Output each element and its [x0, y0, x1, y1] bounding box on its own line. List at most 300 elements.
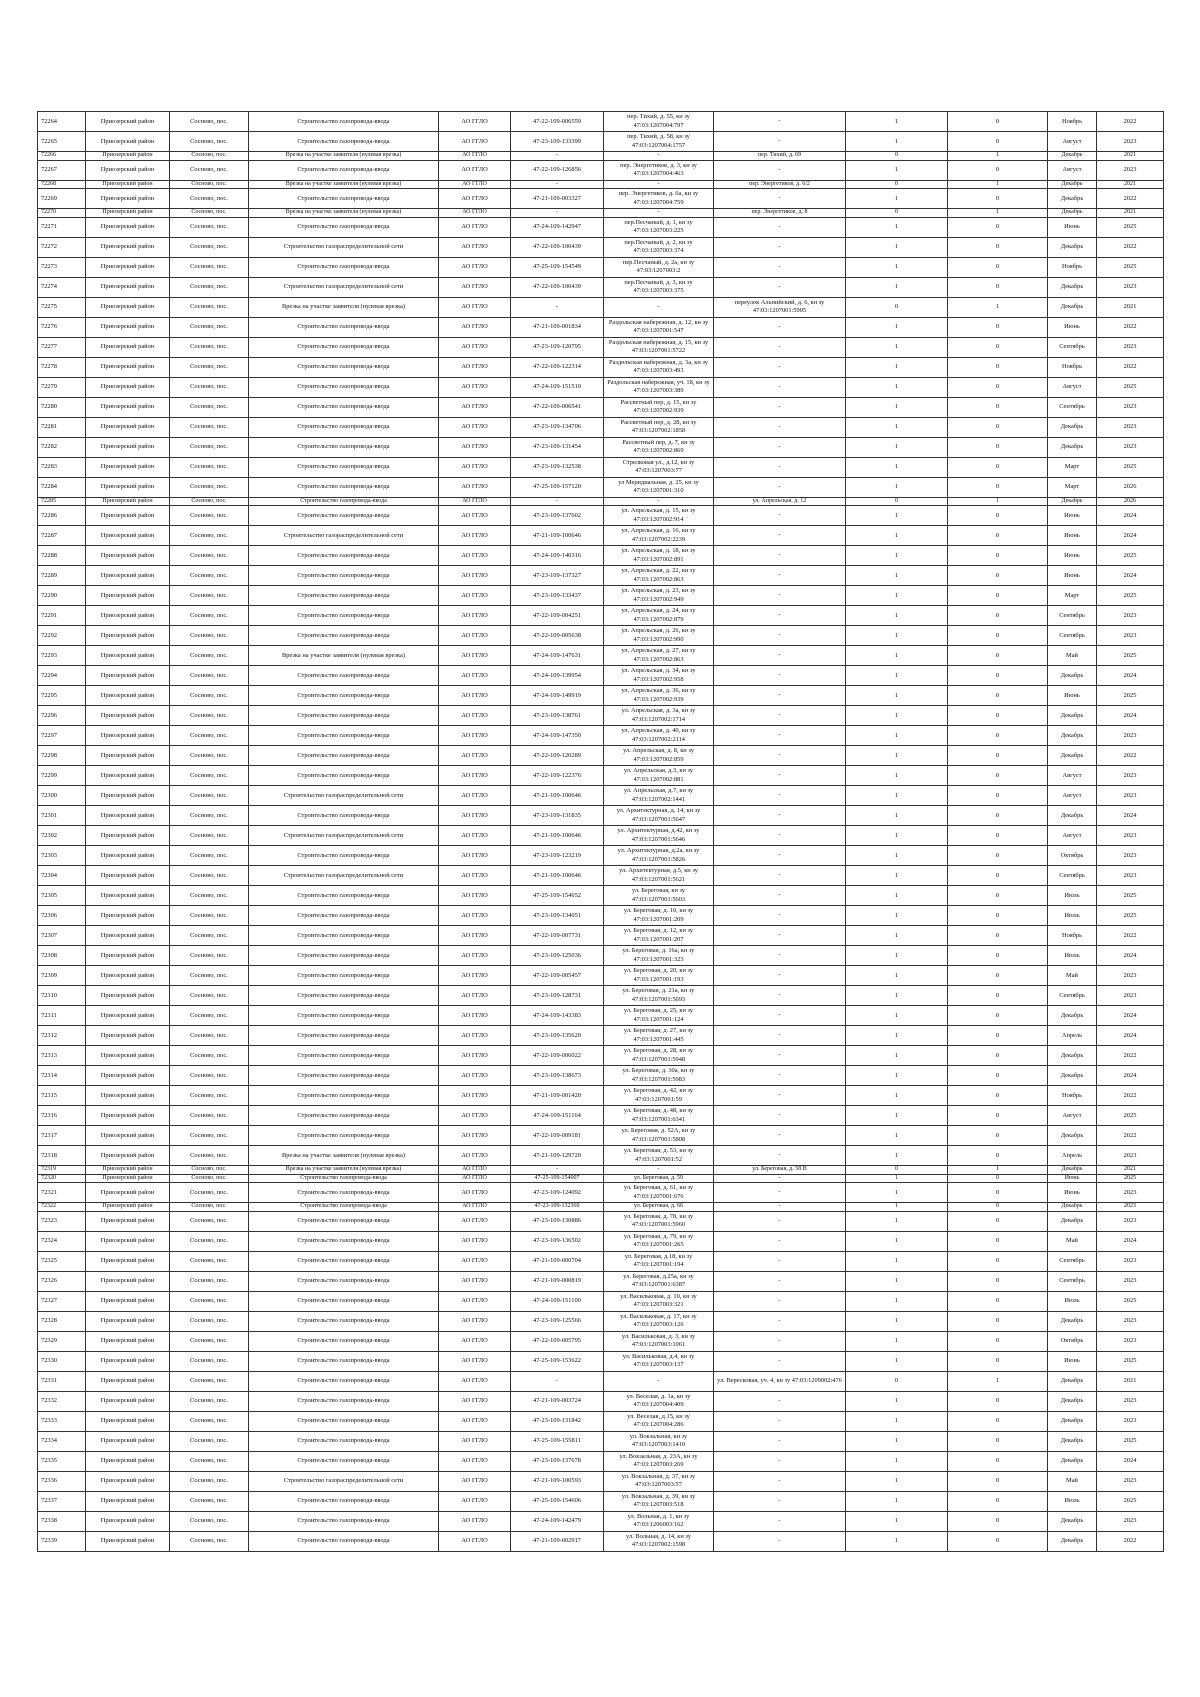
- cell-work-type: Строительство газопровода-ввода: [249, 586, 439, 606]
- cell-work-type: Строительство газораспределительной сети: [249, 866, 439, 886]
- cell-contractor: АО ГГЛО: [439, 377, 511, 397]
- table-row: [38, 1106, 1164, 1126]
- cell-tap-address: -: [714, 946, 846, 966]
- cell-taps-count: 0: [948, 566, 1048, 586]
- cell-address: ул. Васильковая, д. 10, кн зу 47:03:1207003:321: [604, 1291, 714, 1311]
- cell-district: Приозерский район: [86, 1126, 170, 1146]
- cell-taps-count: 0: [948, 377, 1048, 397]
- cell-work-type: Строительство газопровода-ввода: [249, 1203, 439, 1212]
- cell-taps-count: 1: [948, 180, 1048, 189]
- cell-contractor: АО ГГЛО: [439, 1531, 511, 1551]
- cell-address: пер.Песчаный, д. 2а, кн зу 47:03:1207003:2: [604, 257, 714, 277]
- cell-month: Сентябрь: [1048, 1271, 1097, 1291]
- table-row: [38, 706, 1164, 726]
- cell-month: Август: [1048, 377, 1097, 397]
- cell-tap-address: -: [714, 1006, 846, 1026]
- cell-year: 2022: [1097, 1086, 1164, 1106]
- cell-district: Приозерский район: [86, 217, 170, 237]
- cell-settlement: Сосново, пос.: [170, 257, 249, 277]
- cell-row-id: 72318: [38, 1146, 86, 1166]
- cell-year: 2022: [1097, 317, 1164, 337]
- cell-inlets-count: 0: [846, 1371, 948, 1391]
- table-row: [38, 546, 1164, 566]
- cell-settlement: Сосново, пос.: [170, 686, 249, 706]
- cell-settlement: Сосново, пос.: [170, 1066, 249, 1086]
- cell-month: Декабрь: [1048, 417, 1097, 437]
- cell-month: Декабрь: [1048, 297, 1097, 317]
- cell-taps-count: 0: [948, 257, 1048, 277]
- table-row: [38, 806, 1164, 826]
- table-row: [38, 566, 1164, 586]
- cell-inlets-count: 1: [846, 1391, 948, 1411]
- table-row: [38, 886, 1164, 906]
- cell-row-id: 72290: [38, 586, 86, 606]
- cell-inlets-count: 1: [846, 1411, 948, 1431]
- cell-row-id: 72301: [38, 806, 86, 826]
- cell-settlement: Сосново, пос.: [170, 1126, 249, 1146]
- cell-inlets-count: 1: [846, 1451, 948, 1471]
- cell-work-type: Строительство газораспределительной сети: [249, 237, 439, 257]
- cell-request-number: 47-23-109-133399: [511, 132, 604, 152]
- cell-row-id: 72271: [38, 217, 86, 237]
- cell-district: Приозерский район: [86, 1491, 170, 1511]
- cell-inlets-count: 1: [846, 786, 948, 806]
- cell-year: 2024: [1097, 506, 1164, 526]
- cell-tap-address: -: [714, 1026, 846, 1046]
- cell-taps-count: 0: [948, 1211, 1048, 1231]
- cell-month: Декабрь: [1048, 1211, 1097, 1231]
- cell-year: 2026: [1097, 497, 1164, 506]
- cell-address: ул. Береговая, д.25а, кн зу 47:03:1207001:6387: [604, 1271, 714, 1291]
- cell-settlement: Сосново, пос.: [170, 1511, 249, 1531]
- cell-tap-address: -: [714, 1451, 846, 1471]
- cell-settlement: Сосново, пос.: [170, 1351, 249, 1371]
- cell-taps-count: 0: [948, 1066, 1048, 1086]
- cell-contractor: АО ГГЛО: [439, 886, 511, 906]
- cell-year: 2025: [1097, 1106, 1164, 1126]
- cell-year: 2024: [1097, 806, 1164, 826]
- cell-work-type: Строительство газопровода-ввода: [249, 1491, 439, 1511]
- cell-inlets-count: 1: [846, 417, 948, 437]
- cell-request-number: 47-22-109-122376: [511, 766, 604, 786]
- cell-month: Декабрь: [1048, 746, 1097, 766]
- cell-month: Ноябрь: [1048, 357, 1097, 377]
- cell-inlets-count: 1: [846, 546, 948, 566]
- cell-address: Раздольская набережная, д. 15, кн зу 47:03:1207001:5722: [604, 337, 714, 357]
- cell-taps-count: 0: [948, 1351, 1048, 1371]
- cell-year: 2025: [1097, 1491, 1164, 1511]
- cell-year: 2023: [1097, 1411, 1164, 1431]
- cell-month: Декабрь: [1048, 1126, 1097, 1146]
- cell-district: Приозерский район: [86, 1211, 170, 1231]
- cell-address: ул. Береговая, д.18, кн зу 47:03:1207001:194: [604, 1251, 714, 1271]
- cell-tap-address: -: [714, 846, 846, 866]
- cell-address: ул Меридиальная, д. 25, кн зу 47:03:1207001:310: [604, 477, 714, 497]
- cell-taps-count: 0: [948, 1086, 1048, 1106]
- cell-inlets-count: 1: [846, 1046, 948, 1066]
- cell-taps-count: 0: [948, 1174, 1048, 1183]
- cell-settlement: Сосново, пос.: [170, 152, 249, 161]
- cell-month: Июнь: [1048, 1174, 1097, 1183]
- cell-month: Декабрь: [1048, 1066, 1097, 1086]
- cell-taps-count: 1: [948, 297, 1048, 317]
- cell-request-number: 47-22-109-100439: [511, 237, 604, 257]
- cell-inlets-count: 1: [846, 766, 948, 786]
- cell-taps-count: 0: [948, 966, 1048, 986]
- cell-inlets-count: 1: [846, 397, 948, 417]
- cell-settlement: Сосново, пос.: [170, 986, 249, 1006]
- cell-request-number: 47-25-109-154007: [511, 1174, 604, 1183]
- cell-request-number: 47-24-109-142947: [511, 217, 604, 237]
- cell-contractor: АО ГГЛО: [439, 586, 511, 606]
- cell-row-id: 72308: [38, 946, 86, 966]
- cell-taps-count: 0: [948, 132, 1048, 152]
- cell-inlets-count: 1: [846, 112, 948, 132]
- cell-month: Декабрь: [1048, 1203, 1097, 1212]
- cell-settlement: Сосново, пос.: [170, 846, 249, 866]
- cell-inlets-count: 0: [846, 497, 948, 506]
- cell-taps-count: 0: [948, 986, 1048, 1006]
- cell-year: 2023: [1097, 1511, 1164, 1531]
- cell-address: ул. Васильковая, д. 17, кн зу 47:03:1207003:126: [604, 1311, 714, 1331]
- table-row: [38, 112, 1164, 132]
- table-row: [38, 1183, 1164, 1203]
- cell-inlets-count: 1: [846, 646, 948, 666]
- cell-year: 2025: [1097, 377, 1164, 397]
- table-row: [38, 1311, 1164, 1331]
- cell-request-number: 47-25-109-154549: [511, 257, 604, 277]
- cell-year: 2023: [1097, 866, 1164, 886]
- cell-inlets-count: 1: [846, 1126, 948, 1146]
- cell-month: Август: [1048, 826, 1097, 846]
- cell-contractor: АО ГГЛО: [439, 1351, 511, 1371]
- cell-tap-address: -: [714, 1231, 846, 1251]
- cell-year: 2025: [1097, 1291, 1164, 1311]
- cell-row-id: 72330: [38, 1351, 86, 1371]
- cell-month: Декабрь: [1048, 1311, 1097, 1331]
- cell-taps-count: 0: [948, 786, 1048, 806]
- cell-contractor: АО ГГЛО: [439, 1046, 511, 1066]
- cell-inlets-count: 1: [846, 1491, 948, 1511]
- cell-request-number: -: [511, 180, 604, 189]
- cell-contractor: АО ГГЛО: [439, 1471, 511, 1491]
- cell-work-type: Строительство газораспределительной сети: [249, 1471, 439, 1491]
- cell-settlement: Сосново, пос.: [170, 189, 249, 209]
- cell-month: Сентябрь: [1048, 1251, 1097, 1271]
- cell-contractor: АО ГГЛО: [439, 1126, 511, 1146]
- table-row: [38, 1331, 1164, 1351]
- cell-request-number: 47-22-109-122314: [511, 357, 604, 377]
- table-row: [38, 1351, 1164, 1371]
- cell-year: 2025: [1097, 546, 1164, 566]
- cell-tap-address: -: [714, 132, 846, 152]
- cell-request-number: 47-22-109-120289: [511, 746, 604, 766]
- cell-month: Июнь: [1048, 566, 1097, 586]
- cell-tap-address: -: [714, 866, 846, 886]
- cell-inlets-count: 1: [846, 846, 948, 866]
- cell-row-id: 72314: [38, 1066, 86, 1086]
- cell-request-number: 47-22-109-100439: [511, 277, 604, 297]
- cell-settlement: Сосново, пос.: [170, 317, 249, 337]
- cell-tap-address: -: [714, 886, 846, 906]
- cell-request-number: 47-23-109-132369: [511, 1203, 604, 1212]
- cell-taps-count: 0: [948, 1491, 1048, 1511]
- cell-settlement: Сосново, пос.: [170, 1231, 249, 1251]
- cell-inlets-count: 1: [846, 606, 948, 626]
- cell-taps-count: 0: [948, 1511, 1048, 1531]
- table-row: [38, 209, 1164, 218]
- cell-request-number: 47-22-109-126856: [511, 160, 604, 180]
- cell-year: 2021: [1097, 297, 1164, 317]
- cell-year: 2023: [1097, 337, 1164, 357]
- table-row: [38, 1046, 1164, 1066]
- cell-district: Приозерский район: [86, 1431, 170, 1451]
- cell-work-type: Строительство газопровода-ввода: [249, 257, 439, 277]
- cell-year: 2025: [1097, 217, 1164, 237]
- cell-request-number: 47-21-109-003327: [511, 189, 604, 209]
- cell-work-type: Строительство газопровода-ввода: [249, 1066, 439, 1086]
- cell-settlement: Сосново, пос.: [170, 1471, 249, 1491]
- cell-contractor: АО ГГЛО: [439, 457, 511, 477]
- cell-tap-address: -: [714, 257, 846, 277]
- cell-tap-address: -: [714, 586, 846, 606]
- cell-year: 2023: [1097, 846, 1164, 866]
- cell-district: Приозерский район: [86, 1106, 170, 1126]
- cell-year: 2024: [1097, 1026, 1164, 1046]
- cell-row-id: 72329: [38, 1331, 86, 1351]
- cell-work-type: Строительство газопровода-ввода: [249, 1006, 439, 1026]
- cell-district: Приозерский район: [86, 112, 170, 132]
- cell-request-number: 47-23-109-131842: [511, 1411, 604, 1431]
- cell-contractor: АО ГГЛО: [439, 132, 511, 152]
- cell-district: Приозерский район: [86, 1471, 170, 1491]
- cell-row-id: 72296: [38, 706, 86, 726]
- cell-inlets-count: 1: [846, 457, 948, 477]
- cell-row-id: 72299: [38, 766, 86, 786]
- cell-row-id: 72300: [38, 786, 86, 806]
- cell-row-id: 72312: [38, 1026, 86, 1046]
- cell-taps-count: 0: [948, 606, 1048, 626]
- cell-tap-address: -: [714, 926, 846, 946]
- cell-month: Ноябрь: [1048, 257, 1097, 277]
- cell-tap-address: ул. Береговая, д. 58 В: [714, 1166, 846, 1175]
- cell-month: Ноябрь: [1048, 112, 1097, 132]
- cell-tap-address: ул. Апрельская, д. 12: [714, 497, 846, 506]
- cell-month: Июнь: [1048, 686, 1097, 706]
- table-row: [38, 132, 1164, 152]
- cell-month: Июль: [1048, 1291, 1097, 1311]
- cell-tap-address: -: [714, 1291, 846, 1311]
- cell-settlement: Сосново, пос.: [170, 1291, 249, 1311]
- cell-year: 2022: [1097, 1531, 1164, 1551]
- cell-work-type: Строительство газопровода-ввода: [249, 1183, 439, 1203]
- cell-month: Декабрь: [1048, 1046, 1097, 1066]
- cell-settlement: Сосново, пос.: [170, 946, 249, 966]
- cell-settlement: Сосново, пос.: [170, 906, 249, 926]
- cell-request-number: -: [511, 152, 604, 161]
- cell-work-type: Строительство газопровода-ввода: [249, 1431, 439, 1451]
- cell-work-type: Строительство газопровода-ввода: [249, 1271, 439, 1291]
- cell-year: 2023: [1097, 160, 1164, 180]
- cell-taps-count: 0: [948, 1026, 1048, 1046]
- cell-tap-address: -: [714, 337, 846, 357]
- cell-contractor: АО ГГЛО: [439, 846, 511, 866]
- cell-request-number: 47-22-109-005457: [511, 966, 604, 986]
- cell-settlement: Сосново, пос.: [170, 566, 249, 586]
- cell-settlement: Сосново, пос.: [170, 646, 249, 666]
- cell-request-number: 47-23-109-134051: [511, 906, 604, 926]
- cell-taps-count: 0: [948, 112, 1048, 132]
- cell-year: 2023: [1097, 1311, 1164, 1331]
- cell-month: Декабрь: [1048, 666, 1097, 686]
- cell-tap-address: -: [714, 189, 846, 209]
- table-row: [38, 1251, 1164, 1271]
- cell-district: Приозерский район: [86, 1174, 170, 1183]
- cell-district: Приозерский район: [86, 566, 170, 586]
- cell-request-number: -: [511, 497, 604, 506]
- table-row: [38, 946, 1164, 966]
- table-row: [38, 357, 1164, 377]
- table-row: [38, 1146, 1164, 1166]
- cell-inlets-count: 1: [846, 217, 948, 237]
- cell-year: 2023: [1097, 397, 1164, 417]
- table-row: [38, 297, 1164, 317]
- cell-inlets-count: 1: [846, 1006, 948, 1026]
- cell-row-id: 72284: [38, 477, 86, 497]
- cell-work-type: Строительство газопровода-ввода: [249, 1311, 439, 1331]
- cell-taps-count: 0: [948, 457, 1048, 477]
- cell-taps-count: 0: [948, 1431, 1048, 1451]
- table-row: [38, 866, 1164, 886]
- table-row: [38, 526, 1164, 546]
- cell-year: 2022: [1097, 189, 1164, 209]
- cell-settlement: Сосново, пос.: [170, 666, 249, 686]
- cell-inlets-count: 1: [846, 237, 948, 257]
- cell-year: 2021: [1097, 152, 1164, 161]
- cell-year: 2023: [1097, 1271, 1164, 1291]
- cell-work-type: Врезка на участке заявителя (нулевая врезка): [249, 152, 439, 161]
- cell-settlement: Сосново, пос.: [170, 1371, 249, 1391]
- cell-address: ул. Апрельская, д. 22, кн зу 47:03:1207002:863: [604, 566, 714, 586]
- cell-settlement: Сосново, пос.: [170, 1391, 249, 1411]
- cell-address: ул. Береговая, д. 59: [604, 1174, 714, 1183]
- cell-year: 2024: [1097, 946, 1164, 966]
- cell-row-id: 72291: [38, 606, 86, 626]
- cell-work-type: Врезка на участке заявителя (нулевая врезка): [249, 1166, 439, 1175]
- cell-taps-count: 0: [948, 417, 1048, 437]
- cell-taps-count: 0: [948, 1251, 1048, 1271]
- cell-tap-address: -: [714, 1491, 846, 1511]
- cell-work-type: Строительство газораспределительной сети: [249, 277, 439, 297]
- cell-month: Май: [1048, 966, 1097, 986]
- cell-inlets-count: 0: [846, 209, 948, 218]
- cell-row-id: 72306: [38, 906, 86, 926]
- cell-district: Приозерский район: [86, 1203, 170, 1212]
- cell-address: ул. Береговая, д. 79, кн зу 47:03:1207001:265: [604, 1231, 714, 1251]
- cell-settlement: Сосново, пос.: [170, 217, 249, 237]
- cell-request-number: 47-23-109-133437: [511, 586, 604, 606]
- cell-district: Приозерский район: [86, 1511, 170, 1531]
- cell-work-type: Строительство газопровода-ввода: [249, 686, 439, 706]
- cell-taps-count: 0: [948, 586, 1048, 606]
- table-row: [38, 497, 1164, 506]
- cell-month: Август: [1048, 132, 1097, 152]
- cell-tap-address: пер. Тихий, д. 69: [714, 152, 846, 161]
- cell-month: Сентябрь: [1048, 397, 1097, 417]
- table-row: [38, 966, 1164, 986]
- cell-row-id: 72332: [38, 1391, 86, 1411]
- cell-row-id: 72327: [38, 1291, 86, 1311]
- cell-address: ул. Береговая, д. 10, кн зу 47:03:1207001:209: [604, 906, 714, 926]
- cell-tap-address: -: [714, 317, 846, 337]
- cell-inlets-count: 1: [846, 1026, 948, 1046]
- cell-district: Приозерский район: [86, 1006, 170, 1026]
- cell-work-type: Строительство газопровода-ввода: [249, 626, 439, 646]
- cell-taps-count: 1: [948, 152, 1048, 161]
- cell-year: 2023: [1097, 1331, 1164, 1351]
- table-row: [38, 152, 1164, 161]
- cell-address: пер. Энергетиков, д. 3, кн зу 47:03:1207004:463: [604, 160, 714, 180]
- cell-address: Рассветный пер, д. 15, кн зу 47:03:1207002:939: [604, 397, 714, 417]
- cell-tap-address: -: [714, 417, 846, 437]
- cell-address: ул. Береговая, д. 16а, кн зу 47:03:1207001:323: [604, 946, 714, 966]
- cell-tap-address: -: [714, 1391, 846, 1411]
- cell-address: ул. Вокзальная, д. 37, кн зу 47:03:1207003:57: [604, 1471, 714, 1491]
- cell-row-id: 72281: [38, 417, 86, 437]
- table-row: [38, 1411, 1164, 1431]
- cell-address: ул. Архитектурная, д. 14, кн зу 47:03:1207001:5647: [604, 806, 714, 826]
- cell-row-id: 72275: [38, 297, 86, 317]
- cell-contractor: АО ГГЛО: [439, 397, 511, 417]
- cell-settlement: Сосново, пос.: [170, 1106, 249, 1126]
- cell-contractor: АО ГГЛО: [439, 1106, 511, 1126]
- cell-tap-address: -: [714, 112, 846, 132]
- table-row: [38, 906, 1164, 926]
- cell-address: ул. Апрельская, д. 3а, кн зу 47:03:1207002:1714: [604, 706, 714, 726]
- cell-address: ул. Береговая, д. 78, кн зу 47:03:1207001:5960: [604, 1211, 714, 1231]
- cell-address: Рассветный пер, д. 28, кн зу 47:03:1207002:1858: [604, 417, 714, 437]
- cell-taps-count: 0: [948, 646, 1048, 666]
- cell-district: Приозерский район: [86, 1351, 170, 1371]
- table-row: [38, 1291, 1164, 1311]
- cell-work-type: Строительство газопровода-ввода: [249, 1511, 439, 1531]
- cell-month: Декабрь: [1048, 209, 1097, 218]
- cell-address: ул. Апрельская, д.3, кн зу 47:03:1207002:881: [604, 766, 714, 786]
- cell-year: 2021: [1097, 209, 1164, 218]
- table-row: [38, 506, 1164, 526]
- cell-month: Сентябрь: [1048, 986, 1097, 1006]
- cell-row-id: 72273: [38, 257, 86, 277]
- cell-row-id: 72264: [38, 112, 86, 132]
- cell-work-type: Строительство газопровода-ввода: [249, 546, 439, 566]
- cell-settlement: Сосново, пос.: [170, 626, 249, 646]
- cell-taps-count: 0: [948, 706, 1048, 726]
- cell-tap-address: пер. Энергетиков, д. 6/2: [714, 180, 846, 189]
- cell-request-number: -: [511, 209, 604, 218]
- cell-request-number: -: [511, 1371, 604, 1391]
- cell-address: -: [604, 180, 714, 189]
- cell-settlement: Сосново, пос.: [170, 786, 249, 806]
- table-row: [38, 317, 1164, 337]
- cell-district: Приозерский район: [86, 826, 170, 846]
- cell-work-type: Строительство газопровода-ввода: [249, 397, 439, 417]
- cell-month: Август: [1048, 1106, 1097, 1126]
- cell-taps-count: 0: [948, 1231, 1048, 1251]
- cell-district: Приозерский район: [86, 457, 170, 477]
- cell-settlement: Сосново, пос.: [170, 586, 249, 606]
- cell-address: ул. Береговая, д. 66: [604, 1203, 714, 1212]
- cell-address: ул. Васильковая, д. 3, кн зу 47:03:1207003:1061: [604, 1331, 714, 1351]
